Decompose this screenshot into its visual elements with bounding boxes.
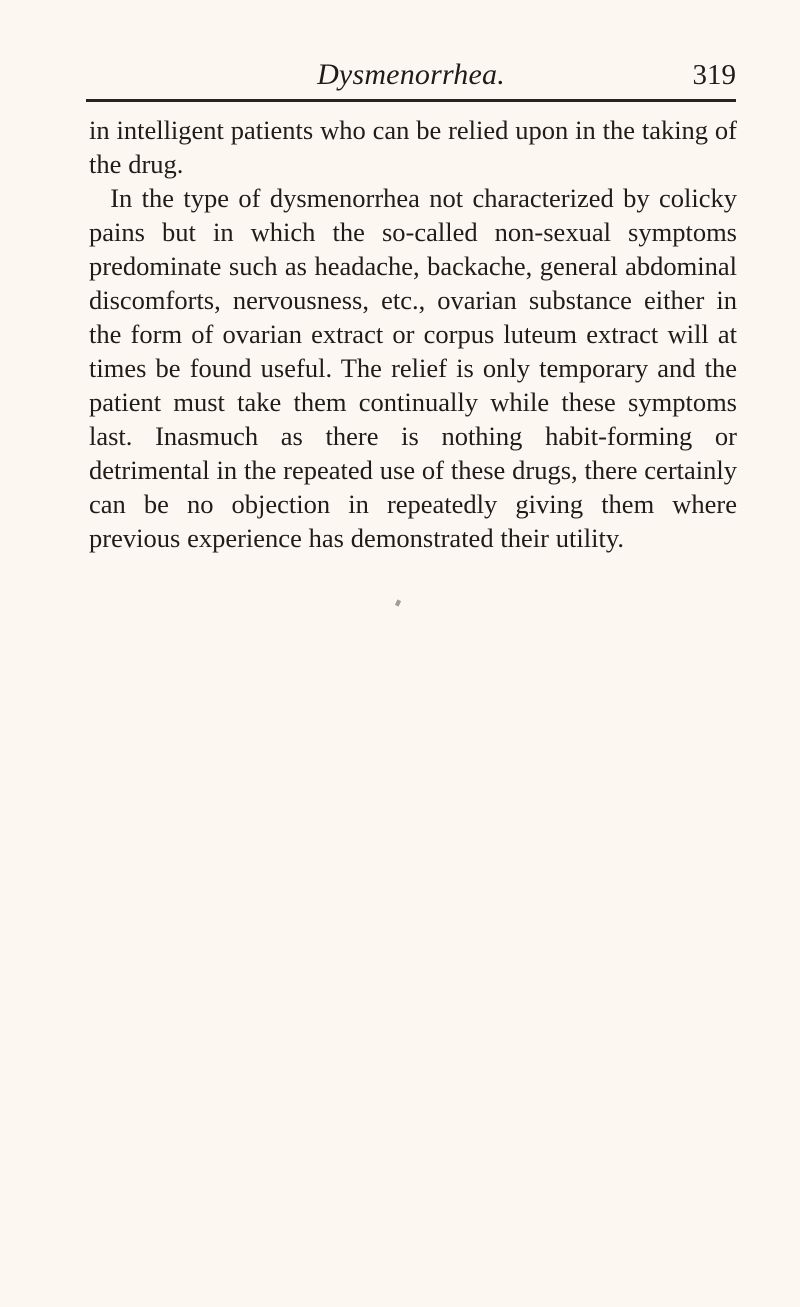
header-rule bbox=[86, 99, 736, 102]
body-text bbox=[89, 113, 737, 555]
ink-mark bbox=[395, 599, 401, 606]
paragraph-main: In the type of dysmenorrhea not characterized by colicky pains but in which the so-called non-sexual symptoms predominate such as headache, backache, general abdominal discomforts, nervousness, etc., ovarian substance either in the form of ovarian extract or corpus luteum extract will at times be found useful. The relief is only temporary and the patient must take them continually while these symptoms last. Inasmuch as there is nothing habit-forming or detrimental in the repeated use of these drugs, there certainly can be no objection in repeatedly giving them where previous experience has demonstrated their utility. bbox=[89, 183, 737, 553]
running-head bbox=[86, 58, 736, 102]
page-title: Dysmenorrhea. bbox=[317, 58, 505, 91]
paragraph-continuation: in intelligent patients who can be relied upon in the taking of the drug. bbox=[89, 115, 737, 179]
page-number: 319 bbox=[692, 59, 736, 91]
